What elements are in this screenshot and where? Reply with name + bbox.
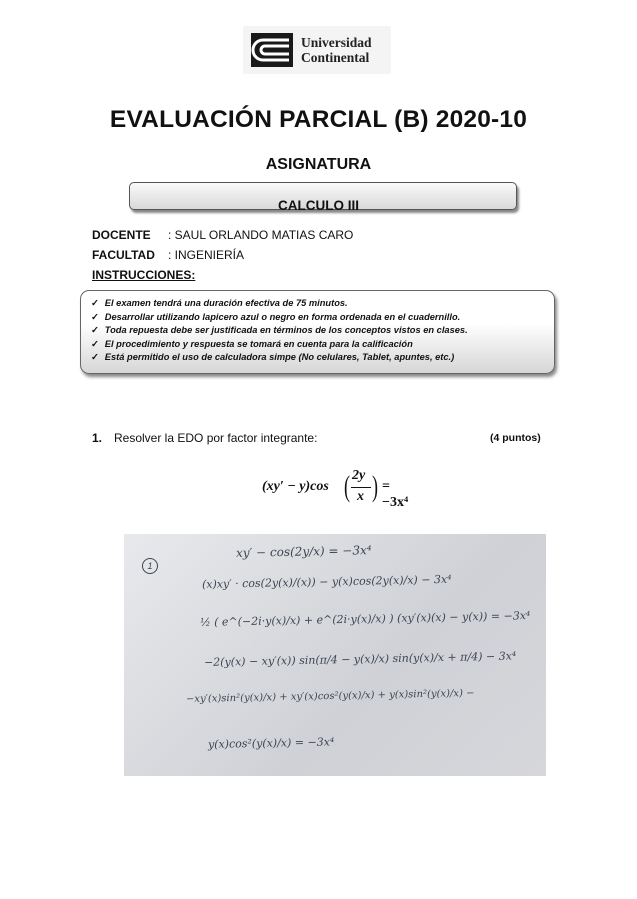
university-logo [243,26,391,74]
docente-value: : SAUL ORLANDO MATIAS CARO [168,228,354,242]
question-text: Resolver la EDO por factor integrante: [114,431,318,445]
question-points: (4 puntos) [490,432,541,444]
handwritten-line: y(x)cos²(y(x)/x) = −3x⁴ [207,735,335,751]
question-number: 1. [92,431,103,445]
question-equation [262,468,412,510]
instruction-item: ✓ El procedimiento y respuesta se tomará en cuenta para la calificación [91,338,554,352]
instructions-box [80,290,555,374]
university-logo-icon [249,31,295,69]
facultad-label: FACULTAD [92,248,155,262]
exam-title: EVALUACIÓN PARCIAL (B) 2020-10 [109,106,528,133]
handwritten-line: xy′ − cos(2y/x) = −3x⁴ [235,543,372,560]
equation-paren-right: ) [372,470,378,503]
facultad-row [92,248,244,262]
university-name-line2: Continental [301,50,370,65]
handwritten-line: −xy′(x)sin²(y(x)/x) + xy′(x)cos²(y(x)/x) + y(x)sin²(y(x)/x) − [185,687,475,705]
instruction-item: ✓ Toda repuesta debe ser justificada en términos de los conceptos vistos en clases. [91,324,554,338]
handwritten-line: (x)xy′ · cos(2y(x)/(x)) − y(x)cos(2y(x)/x) − 3x⁴ [201,572,452,591]
equation-denominator: x [357,489,364,504]
course-name: CALCULO III [278,198,359,213]
circled-number: 1 [142,558,158,574]
handwritten-photo [124,534,546,776]
instruction-item: ✓ El examen tendrá una duración efectiva de 75 minutos. [91,297,554,311]
instructions-heading: INSTRUCCIONES: [92,268,196,282]
equation-lhs: (xy′ − y)cos [262,479,329,494]
instruction-item: ✓ Desarrollar utilizando lapicero azul o negro en forma ordenada en el cuadernillo. [91,311,554,325]
equation-rhs: = −3x⁴ [382,479,409,510]
university-name-line1: Universidad [301,35,372,50]
handwritten-line: −2(y(x) − xy′(x)) sin(π/4 − y(x)/x) sin(y(x)/x + π/4) − 3x⁴ [203,649,517,669]
facultad-value: : INGENIERÍA [168,248,245,262]
docente-row [92,228,353,242]
subject-heading: ASIGNATURA [265,156,372,173]
fraction-bar [351,487,371,488]
handwritten-line: ½ ( e^(−2i·y(x)/x) + e^(2i·y(x)/x) ) (xy′(x)(x) − y(x)) = −3x⁴ [199,609,531,629]
instructions-list [81,291,554,365]
university-name [301,35,372,65]
equation-numerator: 2y [352,468,366,483]
instruction-item: ✓ Está permitido el uso de calculadora simpe (No celulares, Tablet, apuntes, etc.) [91,351,554,365]
docente-label: DOCENTE [92,228,151,242]
equation-paren-left: ( [344,470,350,503]
